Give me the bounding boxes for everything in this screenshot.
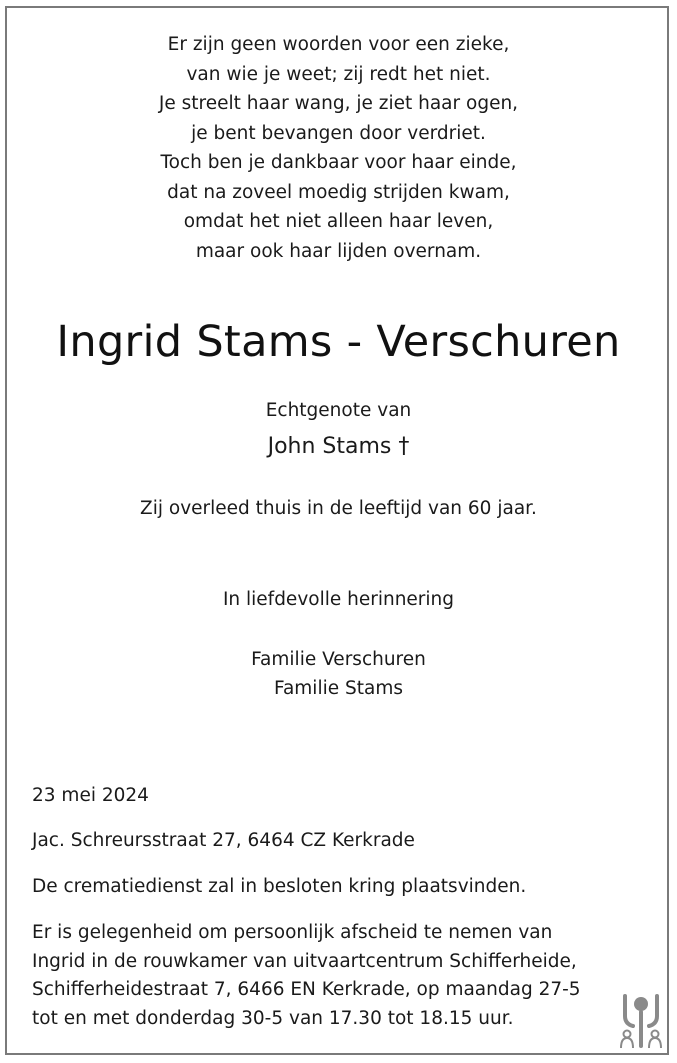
family-name: Familie Verschuren xyxy=(251,649,426,670)
poem-line: dat na zoveel moedig strijden kwam, xyxy=(167,181,510,203)
deceased-name: Ingrid Stams - Verschuren xyxy=(56,317,621,367)
farewell-line: Er is gelegenheid om persoonlijk afscheid te nemen van xyxy=(32,922,553,943)
poem xyxy=(0,30,677,266)
farewell-line: Ingrid in de rouwkamer van uitvaartcentrum Schifferheide, xyxy=(32,950,577,972)
age-line: Zij overleed thuis in de leeftijd van 60 jaar. xyxy=(140,498,537,519)
poem-line: omdat het niet alleen haar leven, xyxy=(183,211,494,232)
poem-line: Er zijn geen woorden voor een zieke, xyxy=(167,34,510,55)
poem-line: Je streelt haar wang, je ziet haar ogen, xyxy=(158,93,519,114)
funeral-home-logo-icon xyxy=(617,990,665,1050)
farewell-line: Schifferheidestraat 7, 6466 EN Kerkrade, op maandag 27-5 xyxy=(32,979,581,1000)
poem-line: Toch ben je dankbaar voor haar einde, xyxy=(160,152,517,173)
cremation-notice: De crematiedienst zal in besloten kring plaatsvinden. xyxy=(32,876,527,897)
home-address: Jac. Schreursstraat 27, 6464 CZ Kerkrade xyxy=(32,830,415,851)
announcement-date: 23 mei 2024 xyxy=(32,785,149,806)
spouse-label: Echtgenote van xyxy=(265,400,412,421)
family-name: Familie Stams xyxy=(274,678,403,699)
farewell-info xyxy=(32,919,581,1033)
farewell-line: tot en met donderdag 30-5 van 17.30 tot 18.15 uur. xyxy=(32,1007,514,1029)
memory-line: In liefdevolle herinnering xyxy=(222,589,455,610)
spouse-name: John Stams † xyxy=(267,434,410,459)
poem-line: maar ook haar lijden overnam. xyxy=(195,240,482,262)
poem-line: van wie je weet; zij redt het niet. xyxy=(186,63,491,85)
poem-line: je bent bevangen door verdriet. xyxy=(191,122,486,144)
